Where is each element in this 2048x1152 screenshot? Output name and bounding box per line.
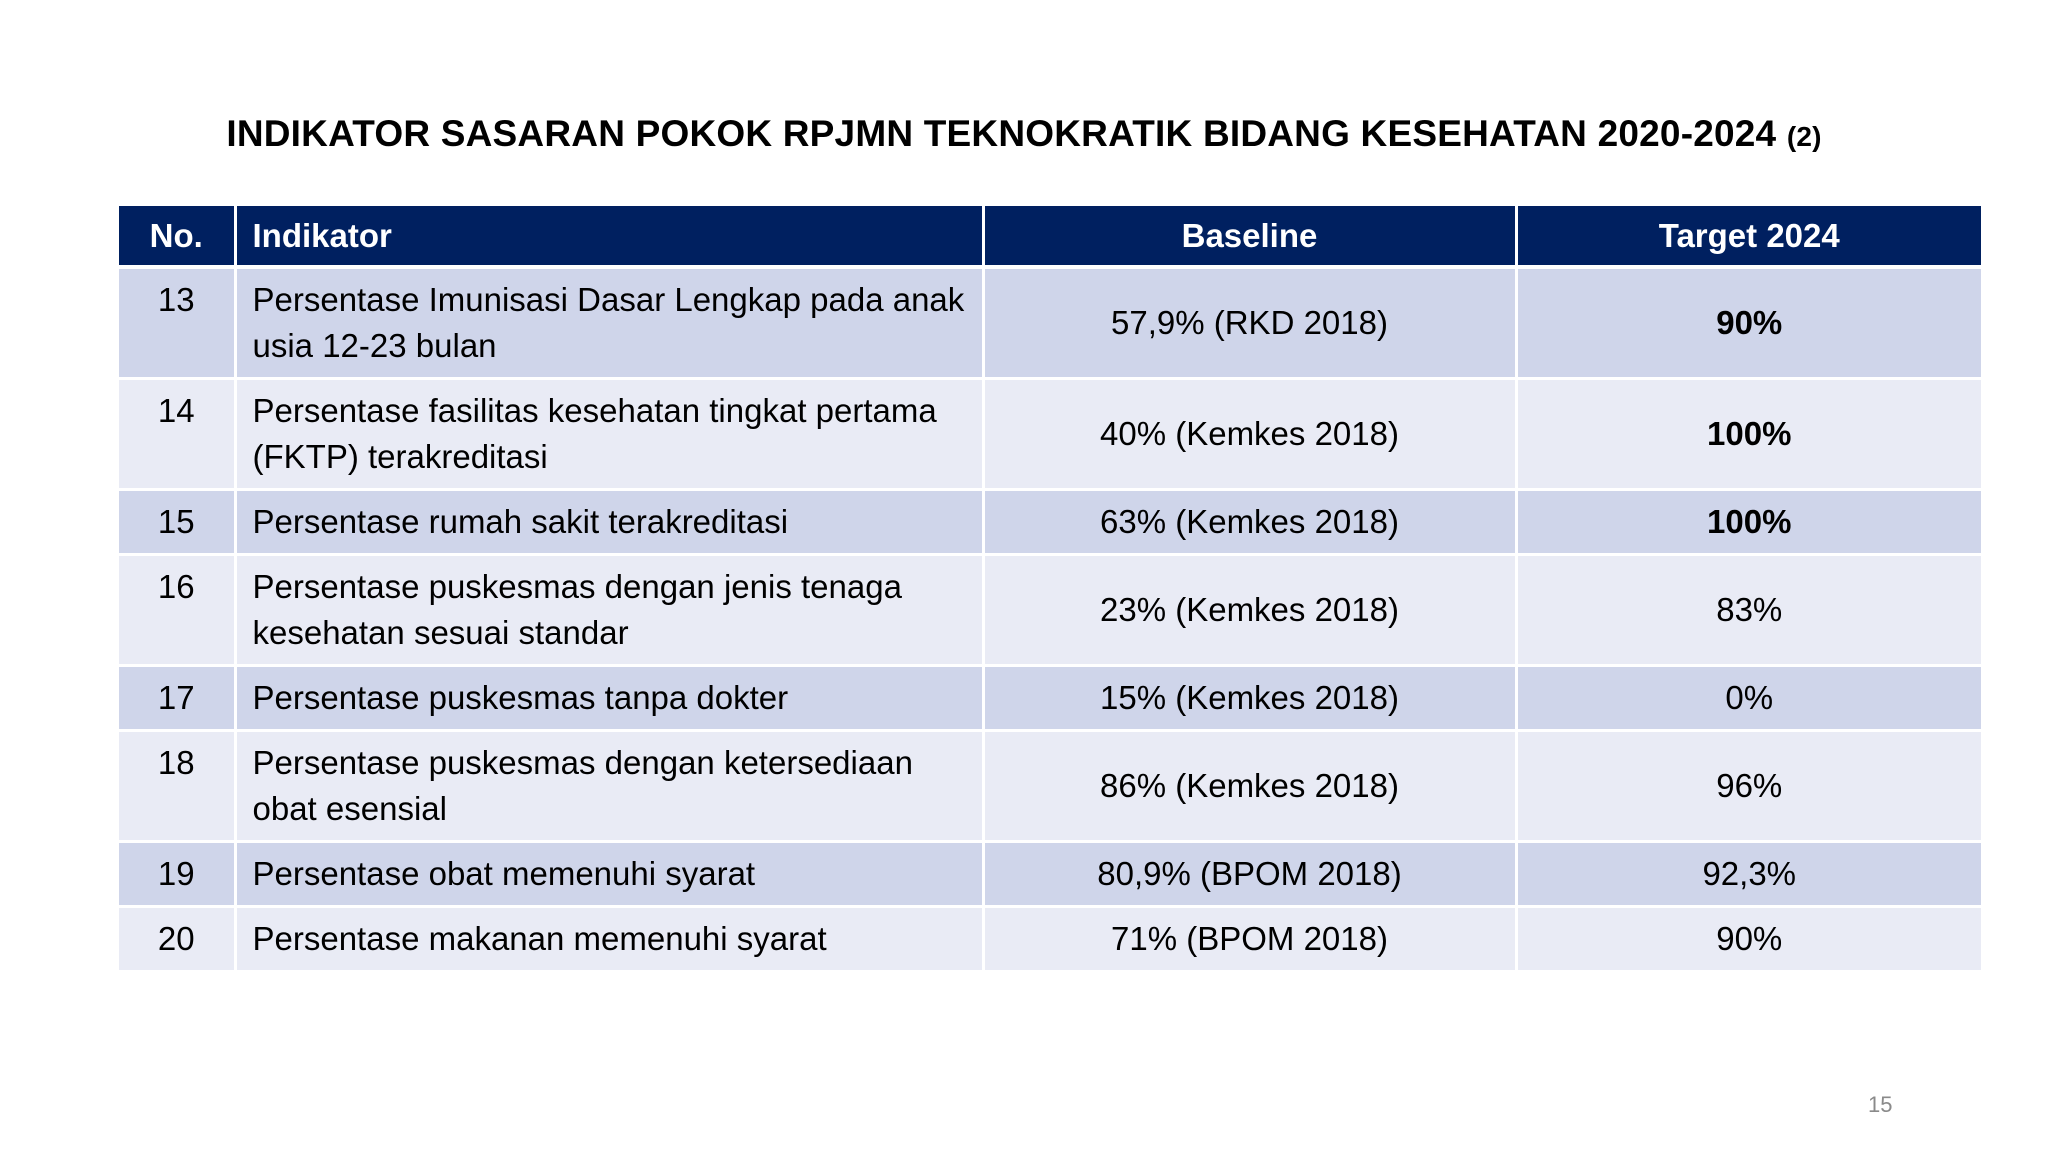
row-no: 16 bbox=[119, 555, 235, 666]
row-indikator: Persentase puskesmas dengan jenis tenaga kesehatan sesuai standar bbox=[235, 555, 983, 666]
row-baseline: 40% (Kemkes 2018) bbox=[983, 379, 1516, 490]
table-row bbox=[119, 555, 1981, 666]
header-baseline: Baseline bbox=[983, 206, 1516, 267]
indicator-table bbox=[119, 206, 1981, 970]
row-baseline: 15% (Kemkes 2018) bbox=[983, 666, 1516, 731]
header-indikator: Indikator bbox=[235, 206, 983, 267]
row-no: 13 bbox=[119, 267, 235, 379]
row-target: 92,3% bbox=[1516, 842, 1981, 907]
row-no: 17 bbox=[119, 666, 235, 731]
row-indikator: Persentase fasilitas kesehatan tingkat pertama (FKTP) terakreditasi bbox=[235, 379, 983, 490]
table-row bbox=[119, 731, 1981, 842]
slide-title-suffix: (2) bbox=[1786, 121, 1822, 152]
row-target: 90% bbox=[1516, 267, 1981, 379]
table-row bbox=[119, 842, 1981, 907]
table-row bbox=[119, 490, 1981, 555]
row-target: 100% bbox=[1516, 490, 1981, 555]
row-indikator: Persentase Imunisasi Dasar Lengkap pada anak usia 12-23 bulan bbox=[235, 267, 983, 379]
row-baseline: 63% (Kemkes 2018) bbox=[983, 490, 1516, 555]
slide-title bbox=[0, 108, 2048, 163]
page-number: 15 bbox=[1868, 1092, 1893, 1117]
row-target: 96% bbox=[1516, 731, 1981, 842]
row-no: 14 bbox=[119, 379, 235, 490]
table-row bbox=[119, 379, 1981, 490]
row-target: 100% bbox=[1516, 379, 1981, 490]
row-indikator: Persentase puskesmas tanpa dokter bbox=[235, 666, 983, 731]
table-header-row bbox=[119, 206, 1981, 267]
header-no: No. bbox=[119, 206, 235, 267]
row-target: 0% bbox=[1516, 666, 1981, 731]
row-indikator: Persentase obat memenuhi syarat bbox=[235, 842, 983, 907]
row-baseline: 71% (BPOM 2018) bbox=[983, 907, 1516, 971]
row-target: 83% bbox=[1516, 555, 1981, 666]
row-baseline: 23% (Kemkes 2018) bbox=[983, 555, 1516, 666]
row-no: 20 bbox=[119, 907, 235, 971]
row-indikator: Persentase puskesmas dengan ketersediaan obat esensial bbox=[235, 731, 983, 842]
row-target: 90% bbox=[1516, 907, 1981, 971]
row-indikator: Persentase makanan memenuhi syarat bbox=[235, 907, 983, 971]
row-indikator: Persentase rumah sakit terakreditasi bbox=[235, 490, 983, 555]
row-baseline: 57,9% (RKD 2018) bbox=[983, 267, 1516, 379]
header-target: Target 2024 bbox=[1516, 206, 1981, 267]
row-no: 15 bbox=[119, 490, 235, 555]
row-no: 18 bbox=[119, 731, 235, 842]
row-baseline: 86% (Kemkes 2018) bbox=[983, 731, 1516, 842]
table-row bbox=[119, 267, 1981, 379]
table-row bbox=[119, 666, 1981, 731]
table-row bbox=[119, 907, 1981, 971]
row-baseline: 80,9% (BPOM 2018) bbox=[983, 842, 1516, 907]
row-no: 19 bbox=[119, 842, 235, 907]
slide-title-main: INDIKATOR SASARAN POKOK RPJMN TEKNOKRATIK BIDANG KESEHATAN 2020-2024 bbox=[226, 113, 1777, 154]
